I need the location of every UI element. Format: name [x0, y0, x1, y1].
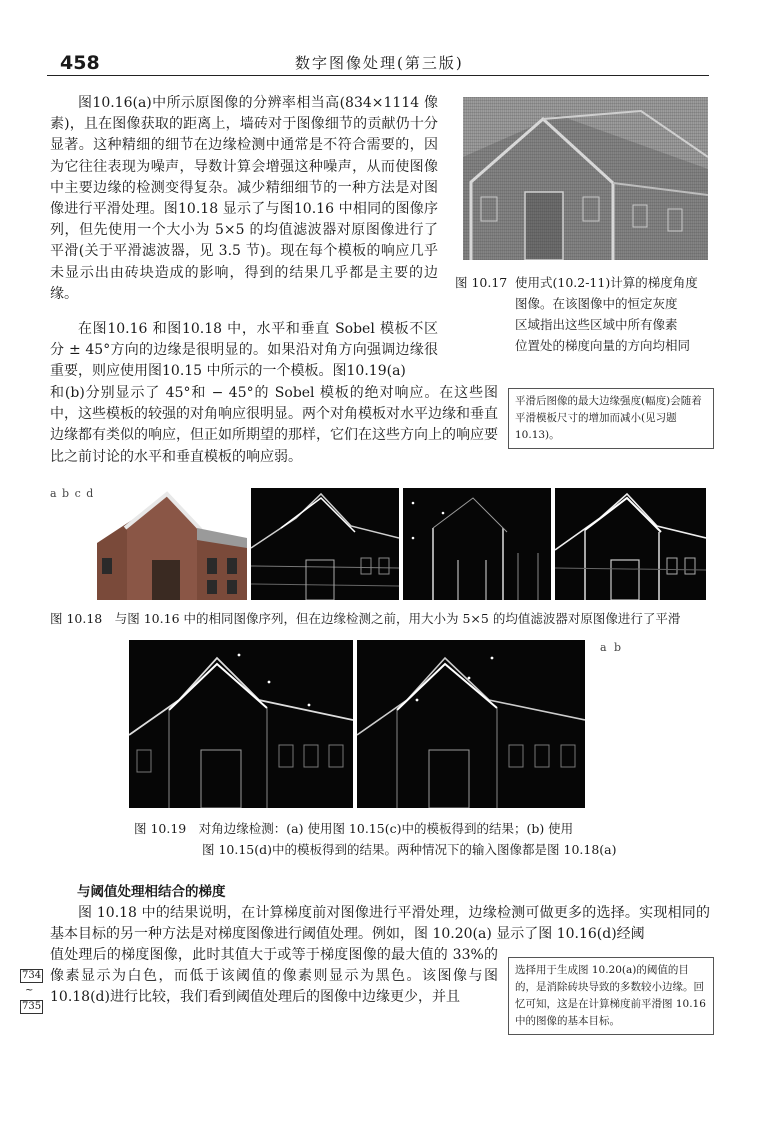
page-number: 458 [60, 52, 100, 74]
fig18b-horizontal-gradient-image [251, 488, 399, 600]
margin-page-ref: 735 [22, 1001, 42, 1012]
fig18-caption: 图 10.18 与图 10.16 中的相同图像序列，但在边缘检测之前，用大小为 5×5 的均值滤波器对原图像进行了平滑 [50, 611, 681, 626]
fig19-caption-line: 图 10.19 对角边缘检测：(a) 使用图 10.15(c)中的模板得到的结果；(b) 使用 [134, 821, 574, 836]
fig17-caption [455, 272, 715, 356]
fig19b-diagonal-edge-image [357, 640, 585, 808]
fig17-caption-line: 使用式(10.2-11)计算的梯度角度 [515, 275, 698, 290]
fig17-number: 图 10.17 [455, 275, 508, 290]
fig19a-diagonal-edge-image [129, 640, 353, 808]
body-paragraph-5: 值处理后的梯度图像，此时其值大于或等于梯度图像的最大值的 33%的像素显示为白色，而低于该阈值的像素则显示为黑色。该图像与图 10.18(d)进行比较，我们看到阈值处理后的图像中边缘更少，并且 [50, 947, 498, 1006]
body-paragraph-4: 图 10.18 中的结果说明，在计算梯度前对图像进行平滑处理，边缘检测可做更多的选择。实现相同的基本目标的另一种方法是对梯度图像进行阈值处理。例如，图 10.20(a) 显示了图 10.16(d)经阈 [50, 905, 710, 943]
body-paragraph-2: 在图10.16 和图10.18 中，水平和垂直 Sobel 模板不区分 ± 45°方向的边缘是很明显的。如果沿对角方向强调边缘很重要，则应使用图10.15 中所示的一个模板。图10.19(a) [50, 321, 438, 380]
margin-page-ref: 734 [22, 970, 42, 981]
fig17-caption-line: 位置处的梯度向量的方向均相同 [515, 338, 691, 353]
body-paragraph-3: 和(b)分别显示了 45°和 − 45°的 Sobel 模板的绝对响应。在这些图中，这些模板的较强的对角响应很明显。两个对角模板对水平边缘和垂直边缘都有类似的响应，但正如所期望的那样，它们在这些方向上的响应要比之前讨论的水平和垂直模板的响应弱。 [50, 385, 498, 465]
fig18c-vertical-gradient-image [403, 488, 551, 600]
fig17-caption-line: 图像。在该图像中的恒定灰度 [515, 296, 678, 311]
sidenote-threshold: 选择用于生成图 10.20(a)的阈值的目的，是消除砖块导致的多数较小边缘。回忆可知，这是在计算梯度前平滑图 10.16 中的图像的基本目标。 [508, 957, 714, 1035]
fig19-caption [134, 818, 634, 860]
sidenote-smoothing: 平滑后图像的最大边缘强度(幅度)会随着平滑模板尺寸的增加而减小(见习题 10.13)。 [508, 388, 714, 449]
fig19-panel-labels: a b [600, 641, 624, 654]
fig17-caption-line: 区域指出这些区域中所有像素 [515, 317, 678, 332]
header-rule [47, 75, 709, 76]
fig18d-gradient-magnitude-image [555, 488, 706, 600]
body-paragraph-1: 图10.16(a)中所示原图像的分辨率相当高(834×1114 像素)，且在图像获取的距离上，墙砖对于图像细节的贡献仍十分显著。这种精细的细节在边缘检测中通常是不符合需要的，因为它往往表现为噪声，导数计算会增强这种噪声，从而使图像中主要边缘的检测变得复杂。减少精细细节的一种方法是对图像进行平滑处理。图10.18 显示了与图10.16 中相同的图像序列，但先使用一个大小为 5×5 的均值滤波器对原图像进行了平滑(关于平滑滤波器，见 3.5 节)。现在每个模板的响应几乎未显示出由砖块造成的影响，得到的结果几乎都是主要的边缘。 [50, 95, 438, 302]
fig17-gradient-angle-image [463, 97, 708, 260]
section-heading: 与阈值处理相结合的梯度 [77, 884, 226, 900]
fig19-caption-line: 图 10.15(d)中的模板得到的结果。两种情况下的输入图像都是图 10.18(a) [202, 842, 617, 857]
fig18a-smoothed-original-image [97, 488, 247, 600]
margin-page-range-separator: ~ [25, 985, 34, 996]
running-header: 数字图像处理(第三版) [295, 54, 464, 72]
fig18-panel-labels: a b c d [50, 487, 95, 500]
